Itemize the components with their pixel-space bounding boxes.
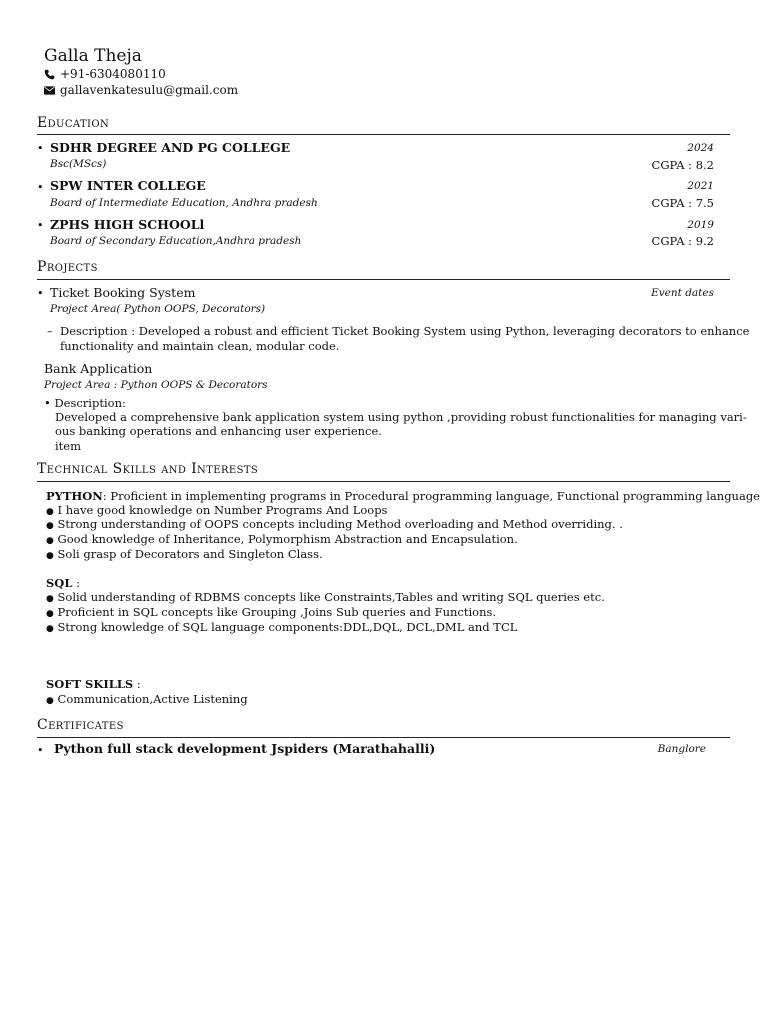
project-title: Ticket Booking System xyxy=(50,285,196,300)
description-dash: – xyxy=(47,324,53,338)
soft-skills-label: SOFT SKILLS xyxy=(46,677,134,691)
certificate-location: Banglore xyxy=(657,743,706,755)
education-course: Bsc(MScs) xyxy=(50,158,107,170)
skill-text: Communication,Active Listening xyxy=(57,692,248,706)
bullet-dot: ● xyxy=(46,551,54,561)
list-bullet: • xyxy=(37,287,44,300)
project-area: Project Area( Python OOPS, Decorators) xyxy=(50,303,266,315)
phone-row xyxy=(44,67,166,81)
sql-label: SQL xyxy=(46,576,73,590)
project-description-line: Developed a comprehensive bank application system using python ,providing robust functionalities for managing vari- xyxy=(55,410,747,424)
section-rule xyxy=(37,279,730,280)
section-rule xyxy=(37,481,730,482)
project-description-line: functionality and maintain clean, modular code. xyxy=(60,339,340,353)
education-school: SPW INTER COLLEGE xyxy=(50,178,206,193)
skill-text: Proficient in SQL concepts like Grouping ,Joins Sub queries and Functions. xyxy=(57,605,497,619)
email-address[interactable]: gallavenkatesulu@gmail.com xyxy=(60,83,239,97)
skill-item xyxy=(46,620,517,634)
list-bullet: • xyxy=(37,219,44,232)
skill-item xyxy=(46,517,623,531)
project-dates: Event dates xyxy=(651,287,714,299)
sql-label-row xyxy=(46,576,80,590)
python-intro: : Proficient in implementing programs in Procedural programming language, Functional programming language xyxy=(102,489,760,503)
bullet-dot: ● xyxy=(46,624,54,634)
skill-text: Strong knowledge of SQL language components:DDL,DQL, DCL,DML and TCL xyxy=(57,620,518,634)
project-area: Project Area : Python OOPS & Decorators xyxy=(44,379,268,391)
certificate-title: Python full stack development Jspiders (Marathahalli) xyxy=(54,741,436,756)
skill-text: Soli grasp of Decorators and Singleton Class. xyxy=(57,547,323,561)
skill-item xyxy=(46,547,323,561)
education-course: Board of Secondary Education,Andhra pradesh xyxy=(50,235,302,247)
skill-text: Solid understanding of RDBMS concepts like Constraints,Tables and writing SQL queries etc. xyxy=(57,590,605,604)
education-course: Board of Intermediate Education, Andhra pradesh xyxy=(50,197,318,209)
skill-text: Strong understanding of OOPS concepts including Method overloading and Method overriding. . xyxy=(57,517,623,531)
education-school: SDHR DEGREE AND PG COLLEGE xyxy=(50,140,291,155)
education-year: 2021 xyxy=(687,180,714,192)
skill-item xyxy=(46,503,387,517)
bullet-dot: ● xyxy=(46,521,54,531)
project-description-line: ous banking operations and enhancing user experience. xyxy=(55,424,382,438)
skill-item xyxy=(46,590,605,604)
education-year: 2019 xyxy=(687,219,714,231)
project-item: item xyxy=(55,439,82,453)
candidate-name: Galla Theja xyxy=(44,46,142,66)
education-school: ZPHS HIGH SCHOOLl xyxy=(50,217,205,232)
bullet-dot: ● xyxy=(46,594,54,604)
project-description-line: Description : Developed a robust and efficient Ticket Booking System using Python, leveraging decorators to enhance xyxy=(60,324,750,338)
skill-item xyxy=(46,692,248,706)
section-rule xyxy=(37,134,730,135)
phone-icon xyxy=(44,69,55,80)
envelope-icon xyxy=(44,85,55,96)
section-title-education: Education xyxy=(37,115,110,131)
section-title-skills: Technical Skills and Interests xyxy=(37,461,259,477)
education-score: CGPA : 9.2 xyxy=(651,234,714,248)
list-bullet: • xyxy=(37,142,44,155)
list-bullet: • xyxy=(37,744,44,757)
education-year: 2024 xyxy=(687,142,714,154)
sql-colon: : xyxy=(76,576,80,590)
email-row xyxy=(44,83,238,97)
section-title-certificates: Certificates xyxy=(37,717,124,733)
bullet-dot: ● xyxy=(46,609,54,619)
list-bullet: • xyxy=(37,181,44,194)
soft-skills-colon: : xyxy=(136,677,141,691)
project-description-label: • Description: xyxy=(44,396,126,410)
skill-text: Good knowledge of Inheritance, Polymorphism Abstraction and Encapsulation. xyxy=(57,532,518,546)
project-title: Bank Application xyxy=(44,361,153,376)
bullet-dot: ● xyxy=(46,696,54,706)
education-score: CGPA : 7.5 xyxy=(651,196,714,210)
soft-skills-label-row xyxy=(46,677,141,691)
python-label: PYTHON xyxy=(46,489,103,503)
education-score: CGPA : 8.2 xyxy=(651,158,714,172)
skill-text: I have good knowledge on Number Programs And Loops xyxy=(57,503,388,517)
bullet-dot: ● xyxy=(46,536,54,546)
bullet-dot: ● xyxy=(46,507,54,517)
skill-item xyxy=(46,532,518,546)
phone-number: +91-6304080110 xyxy=(60,67,166,81)
section-rule xyxy=(37,737,730,738)
python-intro-row xyxy=(46,489,760,503)
skill-item xyxy=(46,605,496,619)
section-title-projects: Projects xyxy=(37,259,98,275)
